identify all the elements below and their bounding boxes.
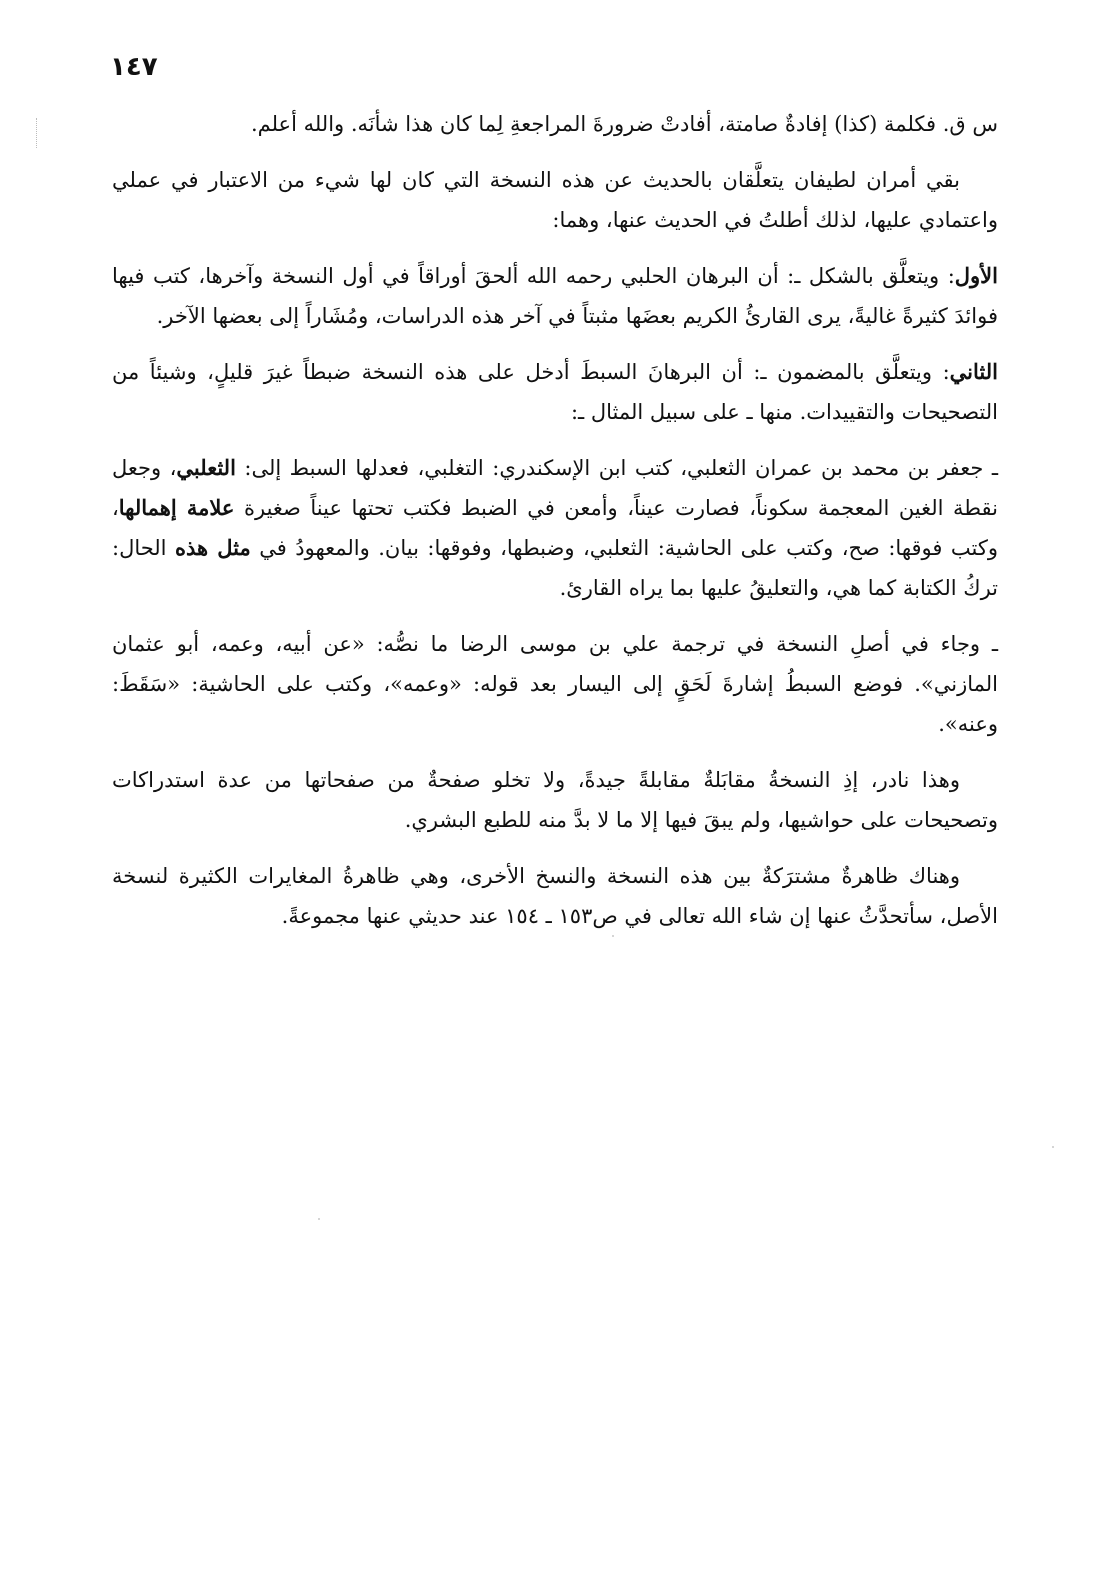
- paragraph-closing-note: [112, 760, 998, 840]
- paragraph-text: وهذا نادر، إذِ النسخةُ مقابَلةٌ مقابلةً جيدةً، ولا تخلو صفحةٌ من صفحاتها من عدة استدراكات وتصحيحات على حواشيها، ولم يبقَ فيها إلا ما لا بدَّ منه للطبع البشري.: [112, 768, 998, 832]
- margin-mark: [36, 118, 38, 148]
- paragraph-intro: [112, 160, 998, 240]
- page-number: ١٤٧: [110, 52, 158, 82]
- example-bold-term: علامة إهمالها: [118, 495, 235, 520]
- example-text: الحال: تركُ الكتابة كما هي، والتعليقُ عليها بما يراه القارئ.: [112, 536, 998, 600]
- paragraph-text: : ويتعلَّق بالمضمون ـ: أن البرهانَ السبطَ أدخل على هذه النسخة ضبطاً غيرَ قليلٍ، وشيئاً من التصحيحات والتقييدات. منها ـ على سبيل المثال ـ:: [112, 360, 998, 424]
- paragraph-example-one: [112, 448, 998, 608]
- example-bold-term: الثعلبي: [176, 455, 236, 480]
- paragraph-text: س ق. فكلمة (كذا) إفادةٌ صامتة، أفادتْ ضرورةَ المراجعةِ لِما كان هذا شأنَه. والله أعلم.: [250, 112, 998, 136]
- paragraph-text: وهناك ظاهرةٌ مشترَكةٌ بين هذه النسخة والنسخ الأخرى، وهي ظاهرةُ المغايرات الكثيرة لنسخة الأصل، سأتحدَّثُ عنها إن شاء الله تعالى في ص١٥٣ ـ ١٥٤ عند حديثي عنها مجموعةً.: [112, 864, 998, 928]
- example-text: ، وجعل نقطة الغين المعجمة سكوناً، فصارت عيناً، وأمعن في الضبط فكتب تحتها عيناً صغيرة: [112, 456, 998, 520]
- paragraph-example-two: [112, 624, 998, 744]
- paragraph-text: : ويتعلَّق بالشكل ـ: أن البرهان الحلبي رحمه الله ألحقَ أوراقاً في أول النسخة وآخرها، كتب فيها فوائدَ كثيرةً غاليةً، يرى القارئُ الكريم بعضَها مثبتاً في آخر هذه الدراسات، ومُشَاراً إلى بعضها الآخر.: [112, 264, 998, 328]
- example-text: ، وكتب فوقها: صح، وكتب على الحاشية: الثعلبي، وضبطها، وفوقها: بيان. والمعهودُ في: [112, 496, 999, 560]
- paragraph-first-matter: [112, 256, 998, 336]
- scan-speck: [612, 935, 614, 937]
- paragraph-closing-final: [112, 856, 998, 936]
- scan-speck: [318, 1218, 320, 1220]
- text-column: [112, 104, 998, 952]
- scan-speck: [1052, 1146, 1054, 1148]
- example-bold-term: مثل هذه: [175, 535, 251, 560]
- example-text: ـ وجاء في أصلِ النسخة في ترجمة علي بن موسى الرضا ما نصُّه: «عن أبيه، وعمه، أبو عثمان المازني». فوضع السبطُ إشارةَ لَحَقٍ إلى اليسار بعد قوله: «وعمه»، وكتب على الحاشية: «سَقَطَ: وعنه».: [112, 632, 998, 736]
- paragraph-lead: الثاني: [949, 359, 998, 384]
- paragraph-second-matter: [112, 352, 998, 432]
- paragraph-lead: الأول: [954, 263, 998, 288]
- paragraph-text: بقي أمران لطيفان يتعلَّقان بالحديث عن هذه النسخة التي كان لها شيء من الاعتبار في عملي واعتمادي عليها، لذلك أطلتُ في الحديث عنها، وهما:: [112, 168, 998, 232]
- paragraph-continuation: [112, 104, 998, 144]
- example-text: ـ جعفر بن محمد بن عمران الثعلبي، كتب ابن الإسكندري: التغلبي، فعدلها السبط إلى:: [235, 456, 998, 480]
